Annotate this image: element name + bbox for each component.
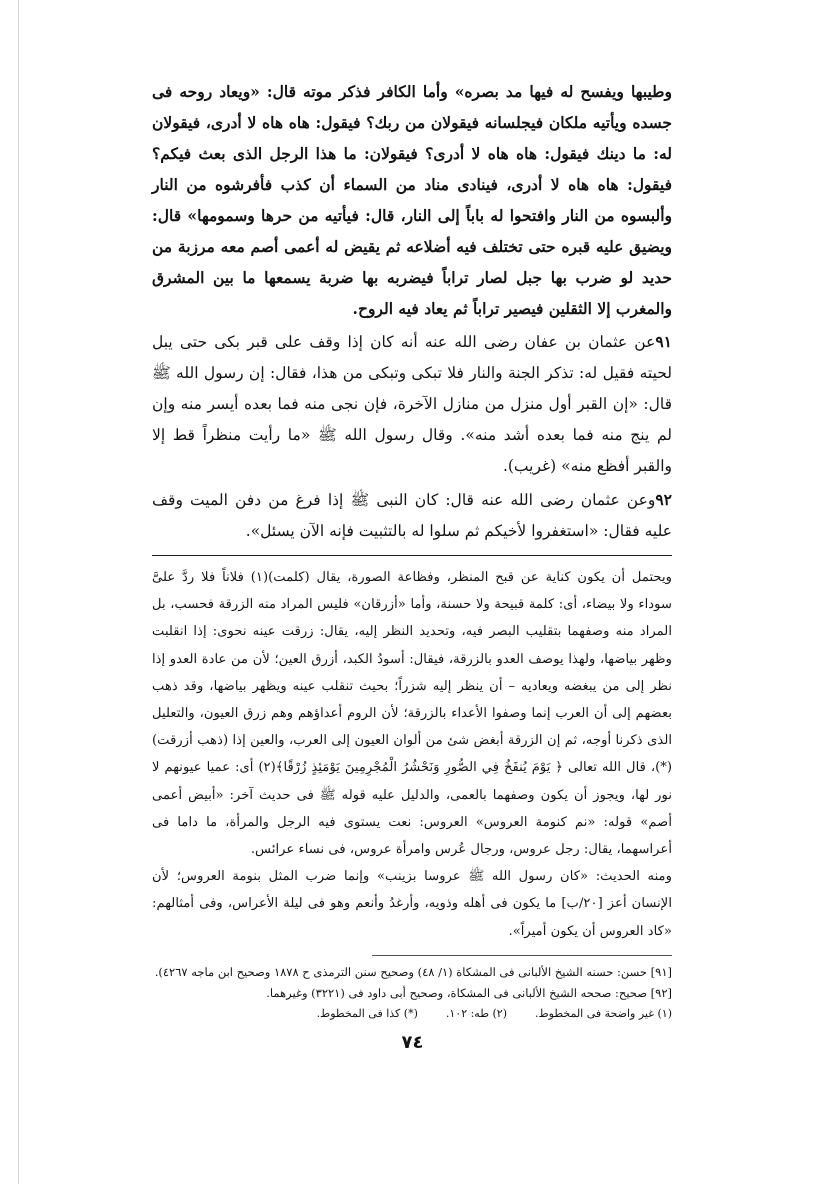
main-paragraph: وطيبها ويفسح له فيها مد بصره» وأما الكافر فذكر موته قال: «ويعاد روحه فى جسده ويأتيه ملكان فيجلسانه فيقولان من ربك؟ فيقول: هاه هاه لا أدرى، فيقولان له: ما دينك فيقول: هاه هاه لا أدرى؟ فيقولان: ما هذا الرجل الذى بعث فيكم؟ فيقول: هاه هاه لا أدرى، فينادى مناد من السماء أن كذب فأفرشوه من النار وألبسوه من النار وافتحوا له باباً إلى النار، قال: فيأتيه من حرها وسمومها» قال: ويضيق عليه قبره حتى تختلف فيه أضلاعه ثم يقيض له أعمى أصم معه مرزبة من حديد لو ضرب بها جبل لصار تراباً فيضربه بها ضربة يسمعها ما بين المشرق والمغرب إلا الثقلين فيصير تراباً ثم يعاد فيه الروح. — [152, 82, 672, 318]
reference-item: [٩١] حسن: حسنه الشيخ الألبانى فى المشكاة (١/ ٤٨) وصحيح سنن الترمذى ح ١٨٧٨ وصحيح ابن ماجه ٤٢٦٧). — [154, 964, 672, 979]
page-body — [152, 76, 672, 1023]
hadith-text: عن عثمان بن عفان رضى الله عنه أنه كان إذا وقف على قبر بكى حتى يبل لحيته فقيل له: تذكر الجنة والنار فلا تبكى وتبكى من هذا، فقال: إن رسول الله ﷺ قال: «إن القبر أول منزل من منازل الآخرة، فإن نجى منه فما بعده أيسر منه وإن لم ينج منه فما بعده أشد منه». وقال رسول الله ﷺ «ما رأيت منظراً قط إلا والقبر أفظع منه» (غريب). — [152, 333, 672, 475]
footnote-item: (٢) طه: ١٠٢. — [445, 1006, 507, 1020]
footnotes — [152, 1004, 672, 1023]
page-number: ٧٤ — [401, 1032, 424, 1053]
scan-edge-line — [18, 0, 19, 1184]
footnote-item: (*) كذا فى المخطوط. — [316, 1006, 418, 1020]
commentary-notes — [152, 564, 672, 945]
hadith-number: ٩١ — [655, 332, 672, 351]
references-separator — [372, 955, 672, 956]
hadith-text: وعن عثمان رضى الله عنه قال: كان النبى ﷺ إذا فرغ من دفن الميت وقف عليه فقال: «استغفروا لأخيكم ثم سلوا له بالتثبيت فإنه الآن يسئل». — [152, 491, 672, 540]
references — [152, 962, 672, 1004]
note-paragraph: ويحتمل أن يكون كناية عن قبح المنظر، وفظاعة الصورة، يقال (كلمت)(١) فلاناً فلا ردَّ علىَّ سوداء ولا بيضاء، أى: كلمة قبيحة ولا حسنة، وأما «أزرقان» فليس المراد منه الزرقة فحسب، بل المراد منه وصفهما بتقليب البصر فيه، وتحديد النظر إليه، يقال: زرقت عينه نحوى: إذا انقلبت وظهر بياضها، ولهذا يوصف العدو بالزرقة، فيقال: أسودُ الكبد، أزرق العين؛ لأن من عادة العدو إذا نظر إلى من يبغضه ويعاديه – أن ينظر إليه شزراً؛ بحيث تنقلب عينه ويظهر بياضها، وقد ذهب بعضهم إلى أن العرب إنما وصفوا الأعداء بالزرقة؛ لأن الروم أعداؤهم وهم زرق العيون، والتعليل الذى ذكرنا أوجه، ثم إن الزرقة أبغض شئ من ألوان العيون إلى العرب، والعين إذا (ذهب أزرقت)(*)، قال الله تعالى ﴿ يَوْمَ يُنفَخُ فِي الصُّورِ وَنَحْشُرُ الْمُجْرِمِينَ يَوْمَئِذٍ زُرْقًا﴾(٢) أى: عميا عيونهم لا نور لها، ويجوز أن يكون وصفهما بالعمى، والدليل عليه قوله ﷺ فى حديث آخر: «أبيض أعمى أصم» قوله: «نم كنومة العروس» العروس: نعت يستوى فيه الرجل والمرأة، ما داما فى أعراسهما، يقال: رجل عروس، ورجال عُرس وامرأة عروس، فى نساء عرائس. — [152, 570, 672, 858]
notes-separator — [152, 555, 672, 556]
reference-item: [٩٢] صحيح: صححه الشيخ الألبانى فى المشكاة، وصحيح أبى داود فى (٣٢٢١) وغيرهما. — [266, 985, 672, 1000]
hadith-91 — [152, 326, 672, 482]
hadith-92 — [152, 484, 672, 547]
footnote-item: (١) غير واضحة فى المخطوط. — [534, 1006, 672, 1020]
note-paragraph: ومنه الحديث: «كان رسول الله ﷺ عروسا بزينب» وإنما ضرب المثل بنومة العروس؛ لأن الإنسان أعز [٢٠/ب] ما يكون فى أهله وذويه، وأرغدُ وأنعم وهو فى ليلة الأعراس، وفى أمثالهم: «كاد العروس أن يكون أميراً». — [152, 869, 672, 939]
hadith-number: ٩٢ — [655, 490, 672, 509]
